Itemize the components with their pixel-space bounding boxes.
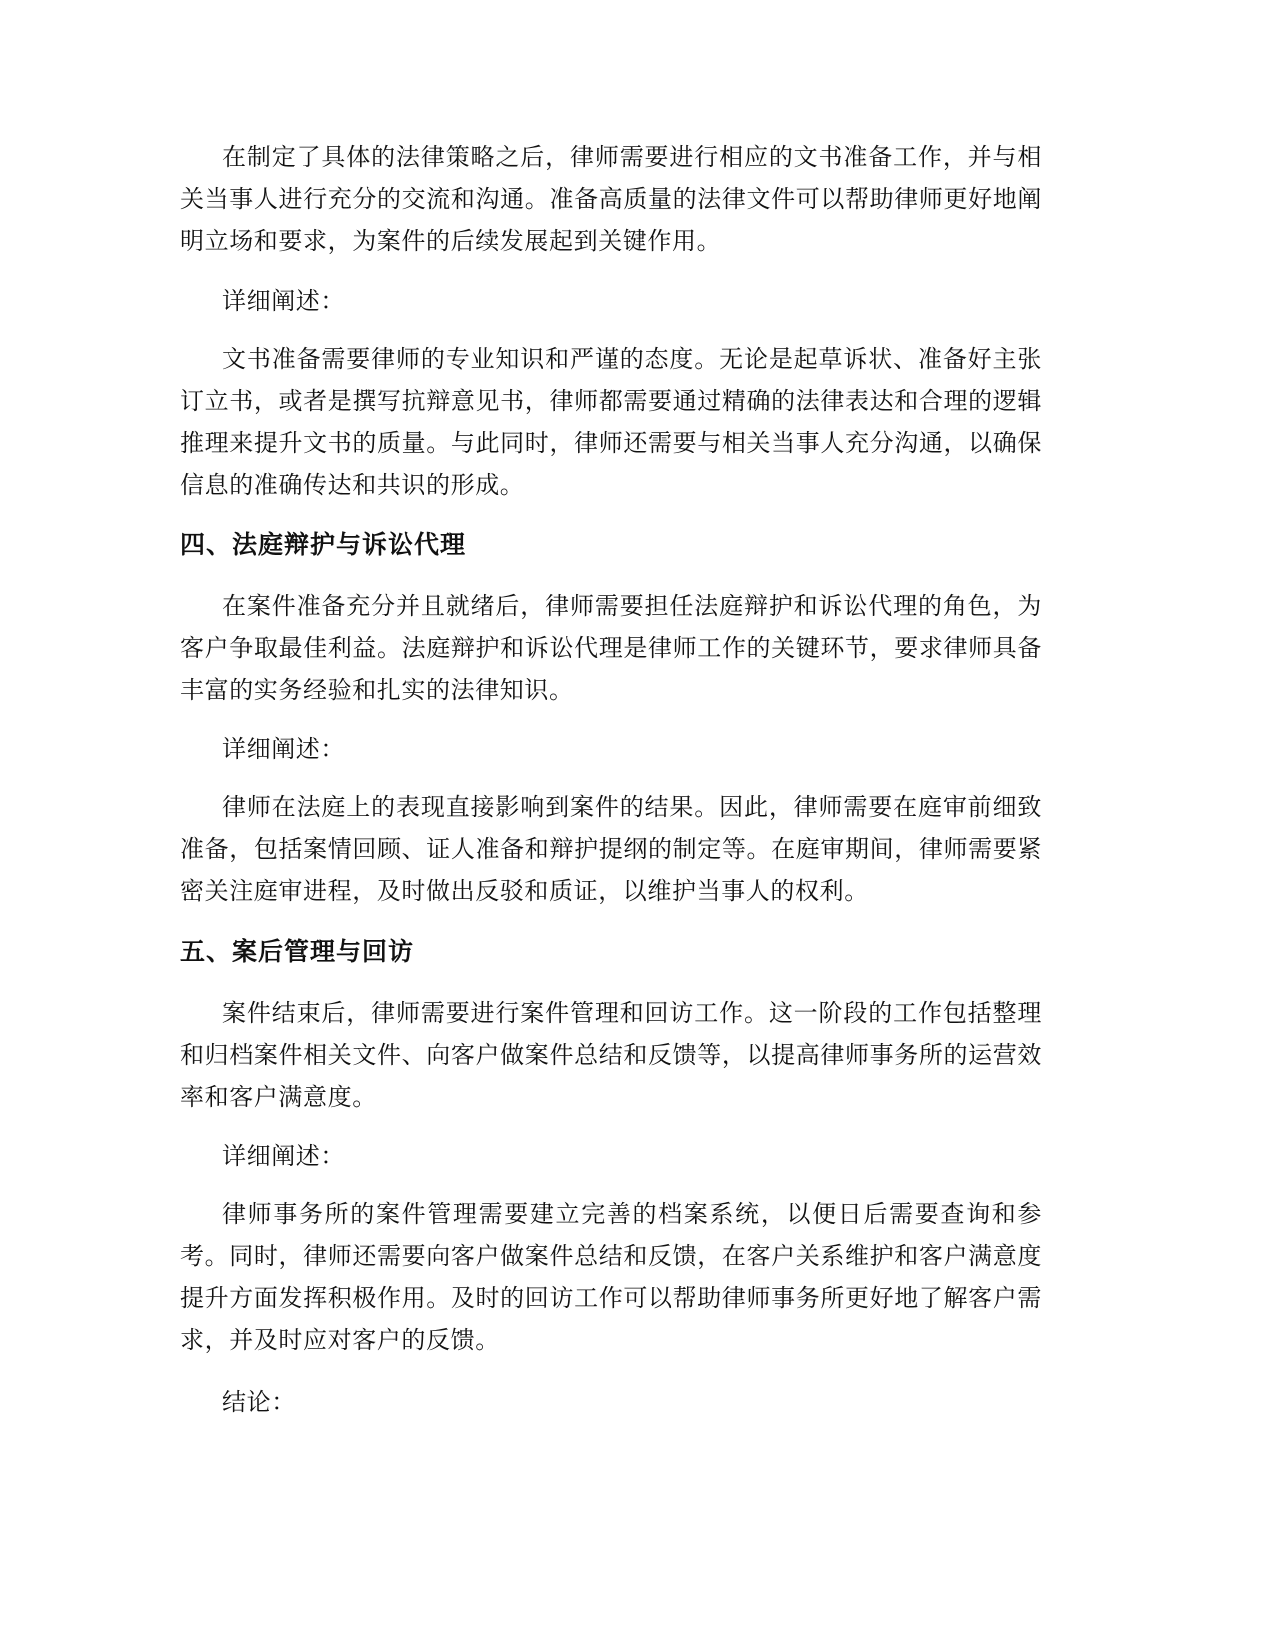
- detail-label: 详细阐述：: [222, 1142, 345, 1170]
- conclusion-label: 结论：: [222, 1388, 296, 1416]
- detail-label: 详细阐述：: [222, 735, 345, 763]
- paragraph-court-defense: 在案件准备充分并且就绪后，律师需要担任法庭辩护和诉讼代理的角色，为客户争取最佳利益。法庭辩护和诉讼代理是律师工作的关键环节，要求律师具备丰富的实务经验和扎实的法律知识。: [180, 592, 1042, 704]
- section-heading-post-case-management: 五、案后管理与回访: [180, 937, 415, 966]
- paragraph-document-preparation: 在制定了具体的法律策略之后，律师需要进行相应的文书准备工作，并与相关当事人进行充分的交流和沟通。准备高质量的法律文件可以帮助律师更好地阐明立场和要求，为案件的后续发展起到关键作用。: [180, 143, 1042, 255]
- section-heading-court-defense: 四、法庭辩护与诉讼代理: [180, 530, 467, 559]
- paragraph-document-preparation-detail: 文书准备需要律师的专业知识和严谨的态度。无论是起草诉状、准备好主张订立书，或者是撰写抗辩意见书，律师都需要通过精确的法律表达和合理的逻辑推理来提升文书的质量。与此同时，律师还需要与相关当事人充分沟通，以确保信息的准确传达和共识的形成。: [180, 345, 1042, 499]
- paragraph-post-case-management-detail: 律师事务所的案件管理需要建立完善的档案系统，以便日后需要查询和参考。同时，律师还需要向客户做案件总结和反馈，在客户关系维护和客户满意度提升方面发挥积极作用。及时的回访工作可以帮助律师事务所更好地了解客户需求，并及时应对客户的反馈。: [180, 1200, 1042, 1354]
- detail-label: 详细阐述：: [222, 287, 345, 315]
- paragraph-post-case-management: 案件结束后，律师需要进行案件管理和回访工作。这一阶段的工作包括整理和归档案件相关文件、向客户做案件总结和反馈等，以提高律师事务所的运营效率和客户满意度。: [180, 999, 1042, 1111]
- paragraph-court-defense-detail: 律师在法庭上的表现直接影响到案件的结果。因此，律师需要在庭审前细致准备，包括案情回顾、证人准备和辩护提纲的制定等。在庭审期间，律师需要紧密关注庭审进程，及时做出反驳和质证，以维护当事人的权利。: [180, 793, 1042, 905]
